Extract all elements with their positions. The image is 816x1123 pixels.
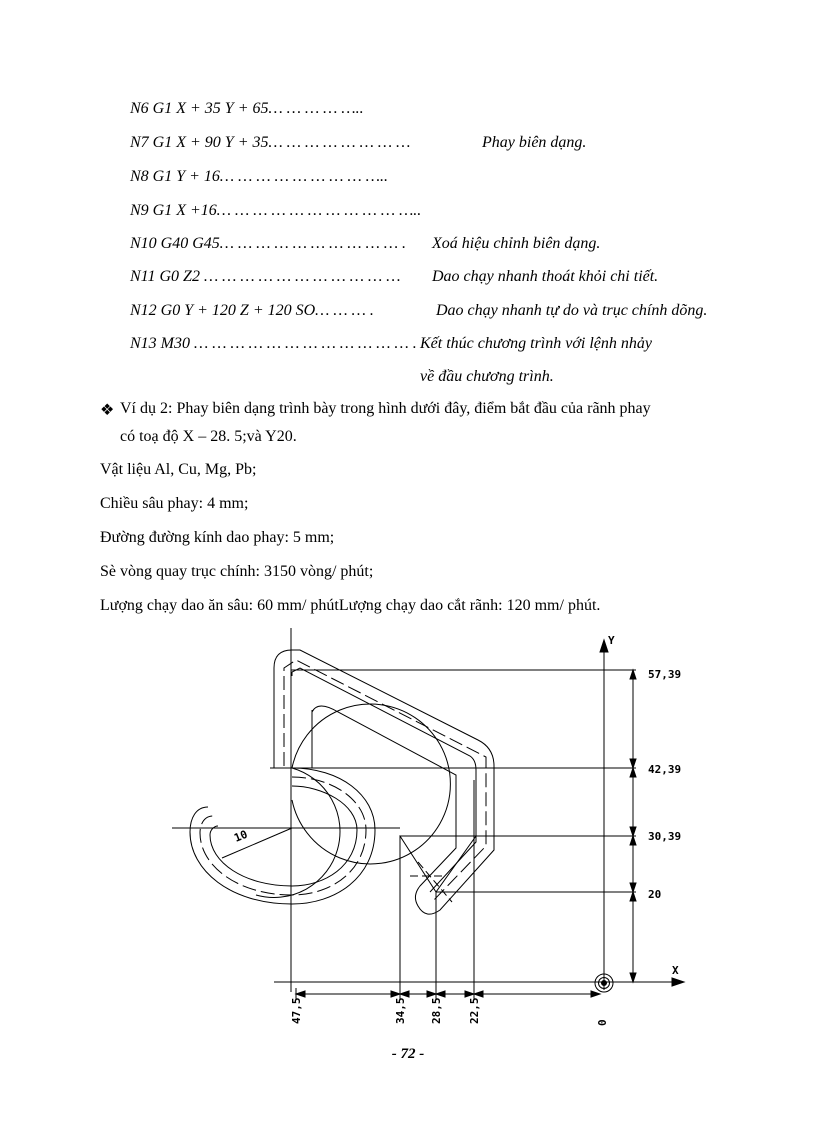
hook-outer	[190, 768, 375, 904]
code-text: N6 G1 X + 35 Y + 65… … … … …..	[130, 100, 364, 117]
x-axis-label: X	[672, 964, 679, 977]
code-text: N12 G0 Y + 120 Z + 120 SO… … … .	[130, 302, 374, 319]
x-dim-0: 0	[596, 1019, 609, 1026]
y-axis-arrow	[600, 640, 608, 652]
x-dim-34-5: 34,5	[394, 997, 407, 1024]
example-heading-line2: có toạ độ X – 28. 5;và Y20.	[120, 428, 297, 445]
code-text: N10 G40 G45… … … … … … … … … … .	[130, 235, 407, 252]
feed-line: Lượng chạy dao ăn sâu: 60 mm/ phútLượng chạy dao cắt rãnh: 120 mm/ phút.	[100, 597, 601, 614]
code-comment: Kết thúc chương trình với lệnh nhảy	[420, 335, 652, 352]
code-text: N8 G1 Y + 16… … … … … … … … …..	[130, 168, 388, 185]
hook-inner	[210, 786, 357, 886]
slot-outer-profile	[274, 650, 494, 914]
code-text: N7 G1 X + 90 Y + 35… … … … … … … …	[130, 134, 411, 151]
depth-line: Chiều sâu phay: 4 mm;	[100, 495, 249, 512]
code-text: N11 G0 Z2 … … … … … … … … … … …	[130, 268, 401, 285]
code-comment: Xoá hiệu chỉnh biên dạng.	[432, 235, 601, 252]
hook-center	[200, 777, 366, 895]
code-text: N9 G1 X +16… … … … … … … … … … …..	[130, 202, 422, 219]
example-heading-line1: Ví dụ 2: Phay biên dạng trình bày trong hình dưới đây, điểm bắt đầu của rãnh phay	[120, 400, 651, 417]
material-line: Vật liệu Al, Cu, Mg, Pb;	[100, 461, 257, 478]
y-dim-20: 20	[648, 888, 662, 901]
tool-diameter-line: Đường đường kính dao phay: 5 mm;	[100, 529, 335, 546]
spindle-speed-line: Sè vòng quay trục chính: 3150 vòng/ phút;	[100, 563, 374, 580]
code-comment: Phay biên dạng.	[482, 134, 587, 151]
x-dim-47-5: 47,5	[290, 997, 303, 1024]
y-axis-label: Y	[608, 634, 615, 647]
y-dim-30-39: 30,39	[648, 830, 682, 843]
code-comment: về đầu chương trình.	[420, 368, 554, 385]
code-comment: Dao chạy nhanh tự do và trục chính dõng.	[436, 302, 708, 319]
y-dim-42-39: 42,39	[648, 763, 682, 776]
y-dim-57-39: 57,39	[648, 668, 682, 681]
code-text: N13 M30 … … … … … … … … … … … … .	[130, 335, 417, 352]
code-comment: Dao chạy nhanh thoát khỏi chi tiết.	[432, 268, 659, 285]
slot-inner-profile	[292, 668, 476, 892]
x-dim-22-5: 22,5	[468, 997, 481, 1024]
bullet-icon: ❖	[100, 402, 115, 419]
origin-dot	[602, 981, 607, 986]
x-dim-28-5: 28,5	[430, 997, 443, 1024]
radius-label: 10	[232, 827, 250, 845]
x-axis-arrow	[672, 978, 684, 986]
page-number: - 72 -	[391, 1046, 425, 1062]
